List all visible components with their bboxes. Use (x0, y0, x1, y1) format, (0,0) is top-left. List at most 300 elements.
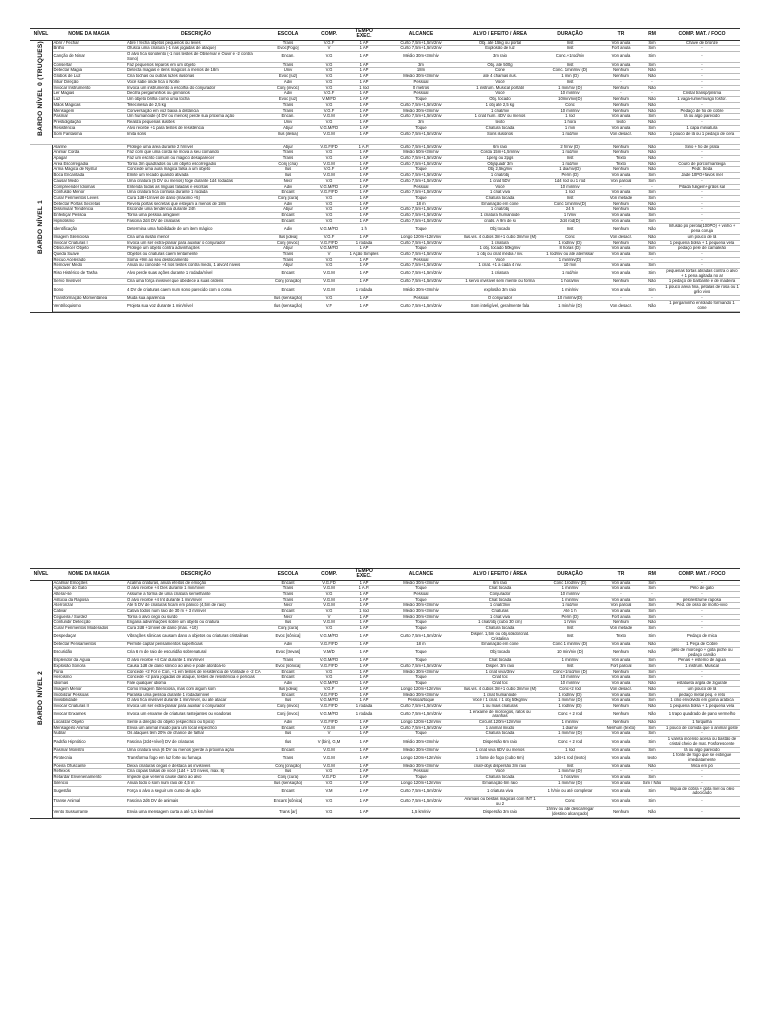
table-cell: V.G (310, 796, 348, 806)
table-cell: - (602, 91, 640, 97)
table-cell: 1,5 km/niv (380, 807, 462, 817)
table-cell: Sim (640, 52, 664, 63)
table-cell: Não (640, 224, 664, 234)
table-cell: Trans (266, 586, 310, 592)
spell-name: Imagem Menor (52, 686, 126, 692)
table-cell: 1 AP (348, 763, 380, 769)
table-cell: Conc + 2 rod (538, 737, 602, 747)
table-cell: 1 h/niv ou até completar (538, 786, 602, 796)
table-cell: 1 criat viva (462, 190, 538, 196)
table-cell: 1 AP (348, 614, 380, 620)
table-cell: - (664, 769, 740, 775)
table-cell: 1 criat. +1 a cada 4 niv. (462, 263, 538, 269)
table-cell: Conc 1 min/niv (D) (538, 642, 602, 648)
table-cell: - (664, 796, 740, 806)
table-cell: V.G (310, 591, 348, 597)
table-cell: pêlo de morcego + gota piche ou pedaço carvão (664, 647, 740, 657)
spell-description: Sente a direção do objeto (específico ou típico) (126, 720, 266, 726)
table-cell: 1 AP (348, 737, 380, 747)
table-cell: 1 AP (348, 234, 380, 240)
table-cell: pêlo/estrume raposa (664, 597, 740, 603)
table-cell: Inst (538, 631, 602, 641)
table-cell: 1 AP (348, 207, 380, 213)
table-cell: 1 AP (348, 681, 380, 687)
table-cell: Toque (380, 97, 462, 103)
table-cell: 1 AP (348, 642, 380, 648)
table-cell: V.G (310, 62, 348, 68)
table-cell: Inst (538, 626, 602, 632)
spell-description: Fascina (2d4+nível) DV de criaturas (126, 737, 266, 747)
table-cell: Corda 15m+1,5m/niv (462, 150, 538, 156)
table-cell: V.G (310, 68, 348, 74)
spell-table (30, 568, 740, 818)
spell-name: Riso Histérico de Tasha (52, 269, 126, 279)
spell-name: Consertar (52, 62, 126, 68)
spell-name: Detectar Portas Secretas (52, 201, 126, 207)
table-cell: Curto 7,5m+1,5m/2niv (380, 279, 462, 285)
spell-description: Um objeto brilha como uma tocha (126, 97, 266, 103)
table-cell: 1 AP (348, 40, 380, 46)
table-cell: Disper. 3m raio (462, 664, 538, 670)
table-cell: Encant (266, 747, 310, 753)
table-cell: Von desacr. (602, 301, 640, 311)
table-cell: Sim (640, 246, 664, 252)
table-cell: Médio 30m+3m/niv (380, 669, 462, 675)
table-cell: Sim (640, 747, 664, 753)
table-cell: Conc. 1min/niv (D) (538, 68, 602, 74)
table-cell: Encant (266, 725, 310, 731)
table-cell: 1 min/niv (538, 658, 602, 664)
table-cell: Encan. (266, 114, 310, 120)
table-cell: Sim (640, 190, 664, 196)
table-cell: explosão 3m raio (462, 285, 538, 295)
table-cell: 1 criatura (462, 269, 538, 279)
spell-description: Você sabe onde fica o Norte (126, 79, 266, 85)
table-cell: Curto 7,5m+1,5m/2niv (380, 173, 462, 179)
table-cell: Nenhum (602, 102, 640, 108)
table-cell: Conc (538, 234, 602, 240)
table-cell: Ilus.vis. 4 cubos 3m+1 cubo 3m/niv (M) (463, 686, 537, 691)
table-cell: Nenhum (602, 647, 640, 657)
table-cell: 1 AP (348, 161, 380, 167)
table-cell: Von anula (602, 775, 640, 781)
table-cell: Trans (266, 108, 310, 114)
table-cell: V.G.M (310, 586, 348, 592)
table-cell: Sim (640, 251, 664, 257)
table-cell: 1 AP (348, 664, 380, 670)
table-cell: - (664, 207, 740, 213)
table-cell: 1 AP (348, 753, 380, 763)
table-cell: Trans [ar] (266, 807, 310, 817)
table-cell: 1 AP (348, 626, 380, 632)
column-header: COMP. (310, 29, 348, 41)
table-cell: Adiv (266, 681, 310, 687)
table-cell: Sim (640, 603, 664, 609)
column-header: NOME DA MAGIA (52, 29, 126, 41)
spell-description: Invoca um instrumento a escolha do conjurador (126, 85, 266, 91)
table-cell: Pedr. Seda (664, 167, 740, 173)
table-cell: - (664, 731, 740, 737)
table-cell: Encant [sônica] (266, 796, 310, 806)
table-cell: Não (640, 642, 664, 648)
table-cell: pequenas tortas atiradas contra o alvo + 1 pena agitada no ar (664, 269, 740, 279)
table-cell: V.G (310, 257, 348, 263)
table-cell: Curto 7,5m+1,5m/2niv (380, 190, 462, 196)
table-row (30, 737, 740, 747)
spell-description: Como Imagem Silenciosa, mas com algum som (126, 686, 266, 692)
table-cell: Sim (640, 125, 664, 131)
table-cell: V.G.M (310, 725, 348, 731)
table-cell: Não (640, 207, 664, 213)
table-cell: Inst (538, 195, 602, 201)
table-cell: 1 AP (348, 102, 380, 108)
table-cell: Não (640, 102, 664, 108)
spell-name: Vento Sussurrante (52, 807, 126, 817)
table-cell: Mica em pó (664, 763, 740, 769)
table-cell: Sim (640, 597, 664, 603)
table-cell: 1 AP (348, 246, 380, 252)
table-cell: Trans (266, 257, 310, 263)
column-header: ESCOLA (266, 29, 310, 41)
table-cell: 1 AP (348, 79, 380, 85)
table-cell: Criatura tocada (462, 731, 538, 737)
table-cell: 1 AP (348, 796, 380, 806)
spell-description: Imita sons (126, 131, 266, 137)
table-cell: V.G (310, 669, 348, 675)
table-cell: Ilus (266, 173, 310, 179)
table-cell: Von anula (602, 173, 640, 179)
table-bottom-rule (30, 312, 740, 313)
spell-description: Faz com que uma corda se mova a seu comando (126, 150, 266, 156)
table-cell: 1 servo invisível sem mente ou forma (462, 279, 538, 285)
table-cell: Não (640, 68, 664, 74)
spell-description: Cura 2d8 +1/nível de dano (máx. +10) (126, 626, 266, 632)
table-row (30, 753, 740, 763)
table-cell: Nenhum (602, 709, 640, 719)
table-cell: Chave de bronze (664, 40, 740, 46)
level-label-cell (30, 40, 52, 137)
table-cell: Inst (538, 224, 602, 234)
table-cell: V.G.M/FD (310, 246, 348, 252)
table-cell: Evoc [trevas] (266, 647, 310, 657)
table-cell: Nenhum (602, 108, 640, 114)
table-cell: Não (640, 234, 664, 240)
table-cell: Sim (640, 775, 664, 781)
table-cell: V.G.F/FD (310, 190, 348, 196)
table-row (30, 709, 740, 719)
table-cell: 1 AP (348, 647, 380, 657)
table-cell: Criatura tocada (462, 626, 538, 632)
table-cell: Ped. de osso de morto-vivo (664, 603, 740, 609)
table-cell: Pêlo de gato (664, 586, 740, 592)
table-cell: Nenhum (602, 167, 640, 173)
table-cell: Pessoal (380, 79, 462, 85)
table-cell: Criatura tocada (462, 775, 538, 781)
table-cell: Von desacr. (602, 234, 640, 240)
table-cell: 0 metros (380, 85, 462, 91)
table-cell: 1 criat 5DV (462, 178, 538, 184)
table-cell: - (664, 68, 740, 74)
spell-name: Alarme (52, 144, 126, 150)
table-cell: Toque (380, 658, 462, 664)
table-cell: Trans (266, 156, 310, 162)
table-cell: 1 min/niv (538, 285, 602, 295)
table-cell: Circunf.120m+12m/niv (462, 720, 538, 726)
spell-name: Escuridão (52, 647, 126, 657)
spell-description: Torna 3m quadrados ou um objeto escorregadio (126, 161, 266, 167)
table-cell: Necr (266, 614, 310, 620)
spell-name: Aterrorizar (52, 603, 126, 609)
table-cell: 1 vaga-lume/musgo fosfor. (664, 97, 740, 103)
table-cell: Conc (538, 796, 602, 806)
table-cell: Não (640, 647, 664, 657)
table-cell: V.G.F (310, 686, 348, 692)
table-cell: Criat tocada (462, 597, 538, 603)
spell-name: Obscurecer Objeto (52, 246, 126, 252)
table-cell: Curto 7,5m+1,5m/2niv (380, 263, 462, 269)
table-cell: V.G.F/FD (310, 144, 348, 150)
level-label: BARDO NÍVEL 1 (37, 200, 45, 255)
table-cell: Criat toc (462, 675, 538, 681)
table-cell: Médio 30m+3m/niv (380, 763, 462, 769)
table-cell: Curto 7,5m+1,5m/2niv (380, 269, 462, 279)
table-cell: Sim (640, 218, 664, 224)
table-cell: Toque (380, 167, 462, 173)
table-cell: Curto 7,5m+1,5m/2niv (380, 786, 462, 796)
table-cell: Curto 7,5m+1,5m/2niv (380, 161, 462, 167)
table-cell: - (664, 102, 740, 108)
table-row (30, 269, 740, 279)
table-cell: Sim (640, 725, 664, 731)
table-cell: Ilus (sensação) (266, 780, 310, 786)
table-cell: 1 pouco areia fina, pétalas de rosa ou 1 grilo vivo (665, 284, 739, 294)
spell-description: Acalma criaturas, anula efeitos de emoção (126, 580, 266, 586)
spell-description: Revela portas secretas que estejam a menos de 18m (126, 201, 266, 207)
table-cell: Encant (266, 675, 310, 681)
spell-description: Alvo perde suas ações durante 1 rodada/nível (126, 269, 266, 279)
table-cell: Von anula (602, 218, 640, 224)
table-cell: 1 dia/niv (538, 725, 602, 731)
table-cell: V.G.M (310, 279, 348, 285)
table-cell: Curto 7,5m+1,5m/2niv (380, 213, 462, 219)
spell-description: Telecinésia de 2,5 kg (126, 102, 266, 108)
spell-description: Soma +9m ao seu deslocamento (126, 257, 266, 263)
table-cell: Obj. tocado (462, 97, 538, 103)
table-cell: - (664, 591, 740, 597)
table-cell: Sim (640, 178, 664, 184)
spell-description: Um humanóide (4 DV ou menos) perde sua próxima ação (126, 114, 266, 120)
table-cell: língua de cobra + gota mel ou óleo adocicado (664, 786, 740, 796)
table-cell: 1 vareta incenso acesa ou bastão de cristal cheio de mat. Fosforescente (664, 737, 740, 747)
table-cell: Conj [cura] (266, 195, 310, 201)
spell-description: Fascina 2d6 DV de animais (126, 796, 266, 806)
table-cell: 1 AP (348, 658, 380, 664)
table-cell: 1 AP (348, 631, 380, 641)
table-cell: Obj. até 500g (462, 62, 538, 68)
table-cell: - (664, 609, 740, 615)
spell-name: Boca Encantada (52, 173, 126, 179)
table-cell: 1 rod/niv (538, 603, 602, 609)
table-cell: 1 pedaço de barbante e de madeira (664, 279, 740, 285)
table-cell: Ilus (266, 731, 310, 737)
spell-table-page-1 (30, 28, 740, 313)
table-cell: 1 AP (348, 257, 380, 263)
table-cell: 1 AP (348, 603, 380, 609)
spell-description: Força o alvo a seguir um curso de ação (126, 786, 266, 796)
table-cell: um pouco de lã (664, 234, 740, 240)
spell-name: Ler Magias (52, 91, 126, 97)
table-cell: Texto (602, 161, 640, 167)
table-cell: Não (640, 807, 664, 817)
column-header: ALCANCE (380, 569, 462, 581)
table-cell: V.M/D (310, 647, 348, 657)
spell-name: Brilho (52, 46, 126, 52)
table-cell: V.G (310, 263, 348, 269)
table-cell: 1 hora/niv (538, 279, 602, 285)
table-cell: V.G (310, 807, 348, 817)
table-cell: 1 AP (348, 52, 380, 63)
table-cell: Sim (640, 626, 664, 632)
table-cell: 1 AP (348, 780, 380, 786)
table-cell: Evoc [sônica] (266, 664, 310, 670)
table-cell: 1 rodada (348, 709, 380, 719)
table-cell: Inst (538, 40, 602, 46)
spell-name: Invocar Criaturas II (52, 703, 126, 709)
table-cell: 1 AP (348, 74, 380, 80)
table-cell: 1 AP (348, 213, 380, 219)
table-cell: Cristal transp/prisma (664, 91, 740, 97)
table-cell: Criat tocada (462, 586, 538, 592)
table-cell: Von anula (602, 675, 640, 681)
table-cell: Sim (640, 173, 664, 179)
table-cell: Dispersão 3m raio (462, 807, 538, 817)
table-cell: 1 h (348, 224, 380, 234)
table-cell: - (602, 184, 640, 190)
table-cell: Ilus (sensação) (266, 295, 310, 301)
table-cell: Curto 7,5m+1,5m/2niv (380, 709, 462, 719)
table-cell: Pessoal (380, 769, 462, 775)
table-cell: Ilus [ideia] (266, 686, 310, 692)
table-cell: 1 pequena bolsa + 1 pequena vela (664, 240, 740, 246)
table-cell: V.G (310, 769, 348, 775)
table-cell: V.G (310, 201, 348, 207)
spell-description: Uma criatura (5 DV ou menos) foge durante 1d4 rodadas (126, 178, 266, 184)
table-cell: - (640, 591, 664, 597)
table-cell: Curto 7,5m+1,5m/2niv (380, 301, 462, 311)
table-cell: 1 min (D) (538, 74, 602, 80)
table-cell: Von anula (602, 786, 640, 796)
spell-name: Mensageiro Animal (52, 725, 126, 731)
table-cell: Curto 7,5m+1,5m/2niv (380, 114, 462, 120)
table-cell: V.G.M/FD (310, 224, 348, 234)
table-cell: Sim (640, 580, 664, 586)
table-cell: Médio 30m+3m/niv (380, 692, 462, 698)
table-cell: Toque (380, 246, 462, 252)
table-cell: Curto 7,5m+1,5m/2niv (380, 796, 462, 806)
table-cell: 1 AP (348, 669, 380, 675)
table-cell: - (664, 74, 740, 80)
table-cell: Conj (cura) (266, 775, 310, 781)
table-cell: V.G.M (310, 161, 348, 167)
table-cell: Curto 7,5m+1,5m/2niv (380, 144, 462, 150)
table-cell: - (664, 620, 740, 626)
table-cell: Ilus (266, 620, 310, 626)
table-cell: texto (640, 753, 664, 763)
table-cell: Toque (380, 597, 462, 603)
table-cell: 1 AP (348, 131, 380, 137)
table-cell: Encant (266, 213, 310, 219)
table-cell: Nenhum (602, 807, 640, 817)
table-cell: Conc 1rod/niv (D) (538, 580, 602, 586)
table-cell: Toque (380, 681, 462, 687)
table-cell: - (664, 218, 740, 224)
table-cell: 1 min/niv (538, 720, 602, 726)
table-cell: Ilus (ilésia) (266, 131, 310, 137)
spell-description: Alvo recebe +1 para testes de resistência (126, 125, 266, 131)
table-cell: - (664, 263, 740, 269)
table-cell: 1 AP (348, 114, 380, 120)
table-cell: 1 fonte de fogo que se extingue imediatamente (664, 753, 740, 763)
table-cell: Sim (640, 586, 664, 592)
table-cell: 1 AP (348, 201, 380, 207)
spell-name: Explosão Sonora (52, 664, 126, 670)
table-cell: - (640, 91, 664, 97)
table-cell: Trans (266, 597, 310, 603)
table-cell: Toque (380, 626, 462, 632)
table-cell: Abjur (266, 144, 310, 150)
table-cell: 1 AP (348, 301, 380, 311)
table-cell: 1 min/niv (538, 597, 602, 603)
table-row (30, 52, 740, 63)
level-label: BARDO NÍVEL 0 (TRUQUES) (37, 40, 45, 136)
spell-name: Transformação Momentânea (52, 295, 126, 301)
spell-description: Uma criatura viva (6 DV ou menos )perde a próxima ação (126, 747, 266, 753)
table-cell: V.G.M (310, 753, 348, 763)
table-cell: Adiv (266, 91, 310, 97)
table-cell: Conj (invoc) (266, 703, 310, 709)
table-cell: Curto 7,5m+1,5m/2niv (380, 218, 462, 224)
spell-description: Envia uma mensagem curta a até 1,5 km/nível (126, 807, 266, 817)
spell-name: Invisibilidade (52, 698, 126, 704)
spell-description: Anula ou concede +4 nos testes contra medo, 1 alvo/4 níveis (126, 263, 266, 269)
table-cell: Conj (invoc) (266, 709, 310, 719)
table-cell: 1 obj. tocado 50kg/niv (462, 246, 538, 252)
table-cell: 1 AP (348, 120, 380, 126)
table-cell: Criaturas (462, 609, 538, 615)
table-cell: 1 animal miúdo (462, 725, 538, 731)
spell-name: Recuo Acelerado (52, 257, 126, 263)
column-header: ALCANCE (380, 29, 462, 41)
table-cell: Curto 7,5m+1,5m/2niv (380, 102, 462, 108)
table-cell: Longo 120m+12m/niv (380, 234, 462, 240)
table-cell: Não (640, 763, 664, 769)
table-cell: Animais ou bestas mágicas com INT 1 ou 2 (462, 796, 538, 806)
spell-name: Curar Ferimentos Leves (52, 195, 126, 201)
table-cell: Você (462, 769, 538, 775)
table-cell: Toque (380, 647, 462, 657)
table-cell: Longo 120m+12m/niv (380, 720, 462, 726)
table-cell: Longo 120m+12m/niv (380, 780, 462, 786)
spell-name: Reflexos (52, 769, 126, 775)
spell-name: Arma Mágica de Nystul (52, 167, 126, 173)
table-cell: Obj tocado (462, 224, 538, 234)
spell-name: Agilidade do Gato (52, 586, 126, 592)
table-cell: 1 hora (538, 120, 602, 126)
column-header: ESCOLA (266, 569, 310, 581)
table-cell: 1 obj ou criat média / niv. (462, 251, 538, 257)
section-gap (30, 137, 740, 144)
table-cell: 1 AP (348, 108, 380, 114)
